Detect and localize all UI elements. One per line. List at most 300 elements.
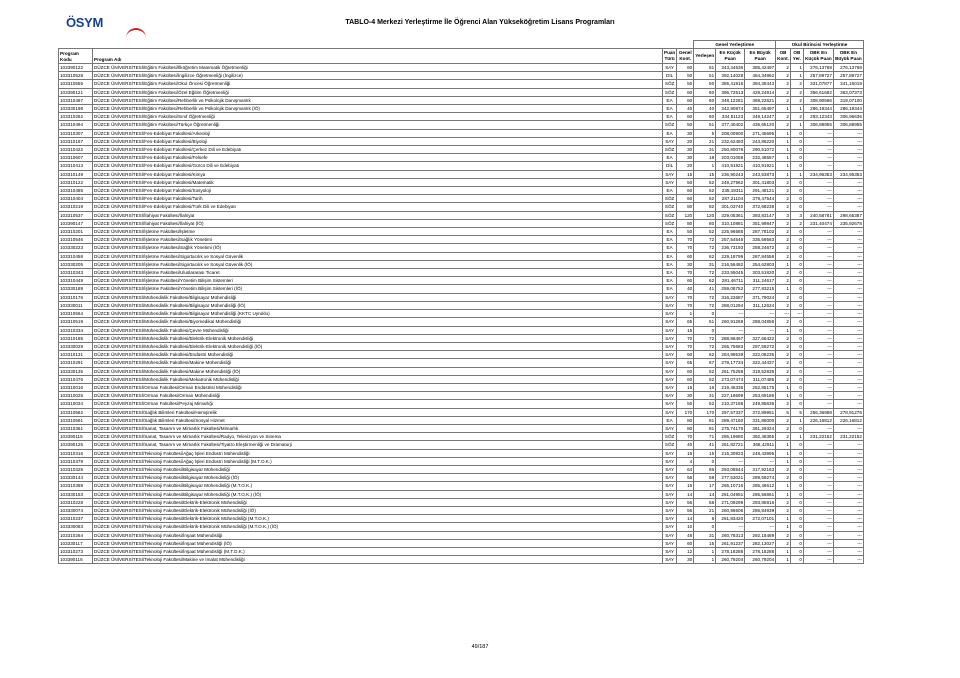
table-cell: 2 [776,113,791,121]
table-cell: 0 [790,465,803,473]
table-cell: SÖZ [663,88,677,96]
table-cell: 30 [677,129,694,137]
table-row [59,359,864,367]
table-cell: 60 [677,96,694,104]
table-cell: 56 [677,498,694,506]
table-row [59,187,864,195]
table-cell: 103310291 [59,359,93,367]
table-cell: 16 [677,449,694,457]
table-cell: 260,79204 [716,556,745,564]
table-cell: 2 [790,96,803,104]
col-en-kucuk: En Küçük Puan [716,49,745,64]
table-cell: 303,51820 [745,269,776,277]
table-cell: 103310458 [59,252,93,260]
table-cell: 103310582 [59,408,93,416]
table-cell: 2 [776,359,791,367]
table-cell: --- [803,482,833,490]
table-cell: 50 [677,80,694,88]
table-cell: 15 [694,170,716,178]
table-cell: DÜZCE ÜNİVERSİTESİ/Eğitim Fakültesi/İngilizce Öğretmenliği (İngilizce) [93,72,663,80]
table-cell: DÜZCE ÜNİVERSİTESİ/Mühendislik Fakültesi/Bilgisayar Mühendisliği (KKTC Uyruklu) [93,310,663,318]
table-cell: 235,92678 [833,219,863,227]
table-cell: 0 [790,490,803,498]
table-row [59,121,864,129]
table-cell: 2 [776,244,791,252]
table-cell: --- [833,285,863,293]
table-cell: 17 [694,482,716,490]
table-cell: 62 [694,375,716,383]
table-cell: 103330223 [59,244,93,252]
table-cell: DÜZCE ÜNİVERSİTESİ/Teknoloji Fakültesi/Elektrik-Elektronik Mühendisliği (M.T.O.K.) [93,515,663,523]
table-cell: 392,48365 [745,433,776,441]
table-cell: 2 [776,219,791,227]
table-cell: --- [833,318,863,326]
table-cell: SAY [663,351,677,359]
table-cell: --- [803,351,833,359]
table-cell: --- [803,465,833,473]
table-cell: 243,86220 [745,137,776,145]
table-cell: 240,58781 [803,211,833,219]
table-cell: --- [833,195,863,203]
table-cell: --- [803,162,833,170]
table-cell: 0 [790,293,803,301]
table-cell: SAY [663,408,677,416]
table-cell: 103390122 [59,64,93,72]
table-cell: 2 [776,236,791,244]
table-cell: SAY [663,547,677,555]
table-cell: --- [803,228,833,236]
table-cell: 464,34862 [745,72,776,80]
table-cell: 1 [776,285,791,293]
table-cell: 21 [694,137,716,145]
table-cell: 103310519 [59,318,93,326]
table-cell: 225,96585 [716,228,745,236]
table-cell: --- [833,400,863,408]
table-row [59,351,864,359]
table-cell: 103330074 [59,506,93,514]
table-cell: 50 [677,178,694,186]
table-cell: DÜZCE ÜNİVERSİTESİ/İlahiyat Fakültesi/İlahiyat (İÖ) [93,219,663,227]
table-cell: EA [663,244,677,252]
table-cell: 1 [790,105,803,113]
col-ob-yer: OB Yer. [790,49,803,64]
table-row [59,342,864,350]
table-cell: DÜZCE ÜNİVERSİTESİ/Teknoloji Fakültesi/Ağaç İşleri Endüstri Mühendisliği (M.T.O.K.) [93,457,663,465]
table-cell: DÜZCE ÜNİVERSİTESİ/Fen-Edebiyat Fakültesi/Gürcü Dili ve Edebiyatı [93,162,663,170]
table-cell: --- [803,334,833,342]
table-cell: 60 [677,367,694,375]
table-cell: 103390116 [59,556,93,564]
table-cell: 286,84939 [745,506,776,514]
table-cell: 0 [790,342,803,350]
table-cell: DÜZCE ÜNİVERSİTESİ/Teknoloji Fakültesi/İnşaat Mühendisliği (İÖ) [93,539,663,547]
table-cell: --- [833,178,863,186]
table-cell: 62 [694,187,716,195]
table-cell: 70 [677,433,694,441]
table-cell: 1 [677,310,694,318]
table-cell: 277,83215 [745,285,776,293]
table-cell: 351,65497 [745,105,776,113]
table-cell: EA [663,154,677,162]
table-cell: 248,43995 [745,449,776,457]
table-cell: --- [833,441,863,449]
table-cell: 103310228 [59,498,93,506]
table-cell: DÜZCE ÜNİVERSİTESİ/Mühendislik Fakültesi/Bilgisayar Mühendisliği (İÖ) [93,301,663,309]
table-row [59,523,864,531]
table-cell: 0 [790,334,803,342]
table-cell: 103310219 [59,203,93,211]
table-cell: 103310555 [59,80,93,88]
table-cell: 292,18489 [745,531,776,539]
table-cell: 261,75259 [716,367,745,375]
table-cell: DÜZCE ÜNİVERSİTESİ/Teknoloji Fakültesi/Elektrik-Elektronik Mühendisliği [93,498,663,506]
table-cell: --- [803,146,833,154]
group-header-general: Genel Yerleştirme [694,41,776,49]
table-cell: 16 [694,383,716,391]
table-cell: --- [803,154,833,162]
table-cell: 103310334 [59,326,93,334]
table-cell: DÜZCE ÜNİVERSİTESİ/Fen-Edebiyat Fakültesi/Sosyoloji [93,187,663,195]
table-cell: 310,10881 [716,219,745,227]
table-cell: 363,07373 [833,88,863,96]
table-cell: 291,48121 [745,187,776,195]
table-cell: --- [833,392,863,400]
table-cell: SAY [663,539,677,547]
table-cell: 70 [677,342,694,350]
table-cell: 287,78102 [745,228,776,236]
table-cell: 62 [694,367,716,375]
table-cell: 271,45695 [745,129,776,137]
table-cell: --- [803,424,833,432]
table-cell: EA [663,113,677,121]
table-cell: 276,13768 [803,64,833,72]
table-cell: DÜZCE ÜNİVERSİTESİ/Mühendislik Fakültesi/Elektrik-Elektronik Mühendisliği (İÖ) [93,342,663,350]
table-cell: 2 [776,318,791,326]
table-cell: --- [833,515,863,523]
table-cell: 1 [776,383,791,391]
table-row [59,219,864,227]
table-cell: 60 [694,113,716,121]
table-cell: 273,07474 [716,375,745,383]
table-cell: --- [803,457,833,465]
table-cell: --- [833,137,863,145]
table-cell: 72 [694,269,716,277]
table-cell: 2 [776,195,791,203]
table-cell: DÜZCE ÜNİVERSİTESİ/Fen-Edebiyat Fakültesi/Matematik [93,178,663,186]
table-cell: 0 [790,523,803,531]
table-cell: 61 [694,64,716,72]
table-cell: 335,59563 [745,236,776,244]
table-cell: 278,18288 [745,547,776,555]
table-cell: 60 [677,64,694,72]
table-cell: 70 [677,244,694,252]
table-cell: 31 [694,260,716,268]
table-cell: 356,61682 [803,88,833,96]
table-cell: 60 [677,351,694,359]
table-cell: 297,57337 [716,408,745,416]
table-cell: --- [803,449,833,457]
table-cell: 261,91237 [716,539,745,547]
table-cell: --- [803,490,833,498]
table-cell: 103310607 [59,154,93,162]
table-cell: 103310185 [59,334,93,342]
table-cell: DÜZCE ÜNİVERSİTESİ/Teknoloji Fakültesi/Ağaç İşleri Endüstri Mühendisliği [93,449,663,457]
table-cell: --- [833,375,863,383]
table-row [59,433,864,441]
table-cell: --- [803,187,833,195]
table-cell: 210,37168 [716,400,745,408]
table-cell: 103310131 [59,351,93,359]
table-row [59,515,864,523]
table-cell: DÜZCE ÜNİVERSİTESİ/Teknoloji Fakültesi/Elektrik-Elektronik Mühendisliği (M.T.O.K.) (İÖ) [93,523,663,531]
table-cell: 322,08235 [745,351,776,359]
table-cell: 2 [776,375,791,383]
table-cell: DÜZCE ÜNİVERSİTESİ/Mühendislik Fakültesi/Bilgisayar Mühendisliği [93,293,663,301]
table-cell: 254,62803 [745,260,776,268]
table-cell: SÖZ [663,433,677,441]
table-cell: 81 [694,416,716,424]
table-cell: SÖZ [663,121,677,129]
table-cell: 277,53021 [716,474,745,482]
table-cell: 2 [776,96,791,104]
table-cell: DİL [663,162,677,170]
table-row [59,154,864,162]
table-row [59,474,864,482]
table-row [59,556,864,564]
table-cell: 289,47160 [716,416,745,424]
table-cell: 103330198 [59,105,93,113]
table-row [59,96,864,104]
table-cell: --- [790,310,803,318]
table-cell: 0 [790,383,803,391]
table-cell: 103310343 [59,269,93,277]
table-cell: 342,90874 [716,105,745,113]
table-cell: 103390115 [59,433,93,441]
table-cell: 231,22152 [803,433,833,441]
table-cell: --- [833,359,863,367]
table-cell: 0 [790,531,803,539]
table-cell: 1 [776,556,791,564]
table-cell: --- [716,326,745,334]
table-cell: DÜZCE ÜNİVERSİTESİ/Teknoloji Fakültesi/Bilgisayar Mühendisliği (M.T.O.K.) [93,482,663,490]
table-cell: 80 [677,416,694,424]
table-cell: 278,91276 [833,408,863,416]
table-cell: 62 [694,195,716,203]
table-cell: 103310149 [59,170,93,178]
table-cell: DÜZCE ÜNİVERSİTESİ/Teknoloji Fakültesi/İnşaat Mühendisliği (M.T.O.K.) [93,547,663,555]
table-cell: 1 [776,105,791,113]
table-cell: DÜZCE ÜNİVERSİTESİ/Sanat, Tasarım ve Mimarlık Fakültesi/Mimarlık [93,424,663,432]
table-cell: --- [803,400,833,408]
table-row [59,72,864,80]
table-cell: 285,56861 [745,490,776,498]
table-cell: 67 [694,359,716,367]
table-cell: DÜZCE ÜNİVERSİTESİ/İşletme Fakültesi/Sigortacılık ve Sosyal Güvenlik [93,252,663,260]
table-cell: 285,19680 [716,433,745,441]
table-row [59,64,864,72]
table-cell: EA [663,228,677,236]
table-row [59,137,864,145]
table-cell: 0 [790,269,803,277]
table-cell: 429,24914 [745,88,776,96]
table-cell: 2 [776,465,791,473]
table-cell: 103310404 [59,195,93,203]
table-row [59,449,864,457]
table-cell: DÜZCE ÜNİVERSİTESİ/Mühendislik Fakültesi/Makine Mühendisliği [93,359,663,367]
table-cell: DÜZCE ÜNİVERSİTESİ/İşletme Fakültesi/Yönetim Bilişim Sistemleri [93,277,663,285]
table-cell: 2 [776,367,791,375]
table-cell: 1 [790,433,803,441]
table-cell: 1 [694,162,716,170]
page-number: 49/187 [471,644,489,650]
table-cell: --- [833,474,863,482]
table-cell: 10 [677,523,694,531]
table-cell: 103310476 [59,375,93,383]
table-cell: EA [663,252,677,260]
table-cell: 103310449 [59,277,93,285]
table-cell: 216,56482 [716,260,745,268]
table-cell: 0 [694,457,716,465]
table-cell: --- [803,318,833,326]
table-cell: SAY [663,326,677,334]
table-cell: 261,83420 [716,515,745,523]
table-cell: 2 [790,88,803,96]
table-cell: DÜZCE ÜNİVERSİTESİ/İşletme Fakültesi/Sağlık Yönetimi [93,236,663,244]
table-cell: 0 [790,547,803,555]
table-cell: SAY [663,515,677,523]
table-cell: 0 [790,195,803,203]
table-cell: 1 [694,556,716,564]
col-en-buyuk: En Büyük Puan [745,49,776,64]
table-cell: DÜZCE ÜNİVERSİTESİ/Eğitim Fakültesi/Rehberlik ve Psikolojik Danışmanlık (İÖ) [93,105,663,113]
table-cell: --- [833,244,863,252]
table-cell: 327,66422 [745,334,776,342]
table-cell: 0 [790,187,803,195]
table-cell: 236,73193 [716,244,745,252]
table-cell: 103390121 [59,88,93,96]
table-cell: 103330144 [59,474,93,482]
table-cell: 1 [776,170,791,178]
table-cell: --- [803,244,833,252]
table-cell: DÜZCE ÜNİVERSİTESİ/Teknoloji Fakültesi/Makine ve İmalat Mühendisliği [93,556,663,564]
table-cell: 0 [790,318,803,326]
table-cell: 288,86467 [716,334,745,342]
table-cell: --- [833,506,863,514]
table-cell: --- [833,457,863,465]
table-cell: 260,91269 [716,318,745,326]
table-cell: DÜZCE ÜNİVERSİTESİ/Teknoloji Fakültesi/Bilgisayar Mühendisliği [93,465,663,473]
table-cell: EA [663,260,677,268]
table-cell: 40 [677,285,694,293]
table-row [59,252,864,260]
table-cell: 2 [776,64,791,72]
table-cell: 2 [776,301,791,309]
table-cell: EA [663,285,677,293]
table-cell: 279,17734 [716,359,745,367]
col-yerlesen: Yerleşen [694,49,716,64]
table-cell: --- [803,474,833,482]
table-cell: 1 [790,416,803,424]
table-cell: 0 [790,359,803,367]
table-cell: SAY [663,178,677,186]
table-row [59,178,864,186]
table-cell: 0 [790,178,803,186]
table-cell: 379,47544 [745,195,776,203]
table-cell: --- [716,457,745,465]
table-cell: SAY [663,490,677,498]
table-cell: --- [803,531,833,539]
table-cell: --- [803,498,833,506]
table-cell: 260,78313 [716,531,745,539]
table-cell: --- [716,310,745,318]
table-cell: 351,99847 [745,219,776,227]
table-cell: 2 [776,342,791,350]
table-cell: SAY [663,342,677,350]
table-cell: 2 [776,539,791,547]
table-cell: --- [803,506,833,514]
table-cell: 8 [694,515,716,523]
table-cell: 103310528 [59,72,93,80]
table-cell: 385,41916 [716,80,745,88]
table-cell: 0 [790,129,803,137]
table-cell: --- [833,334,863,342]
table-cell: 282,13027 [745,539,776,547]
table-cell: 0 [790,482,803,490]
table-cell: 287,84558 [745,252,776,260]
table-cell: SAY [663,449,677,457]
table-cell: 0 [790,351,803,359]
table-cell: SAY [663,556,677,564]
table-cell: --- [803,383,833,391]
table-cell: SAY [663,523,677,531]
table-cell: --- [833,162,863,170]
table-cell: 311,24617 [745,277,776,285]
table-cell: SAY [663,474,677,482]
table-cell: DÜZCE ÜNİVERSİTESİ/İşletme Fakültesi/Uluslararası Ticaret [93,269,663,277]
table-cell: SAY [663,359,677,367]
table-cell: EA [663,277,677,285]
table-cell: --- [833,269,863,277]
table-row [59,490,864,498]
table-cell: 234,96353 [803,170,833,178]
table-cell: 0 [790,556,803,564]
table-cell: --- [803,285,833,293]
table-cell: 103310467 [59,96,93,104]
table-cell: 15 [677,170,694,178]
table-cell: --- [833,203,863,211]
table-row [59,465,864,473]
table-cell: 60 [677,375,694,383]
table-cell: 72 [694,293,716,301]
table-cell: 301,41803 [745,178,776,186]
table-cell: 103310201 [59,228,93,236]
table-cell: 60 [677,88,694,96]
logo-arc-icon [126,28,146,38]
table-cell: --- [833,252,863,260]
table-cell: 0 [790,203,803,211]
table-row [59,269,864,277]
table-cell: --- [833,236,863,244]
table-cell: 103310237 [59,515,93,523]
table-cell: 260,96606 [716,506,745,514]
table-cell: 82 [694,203,716,211]
table-cell: 103330135 [59,367,93,375]
table-cell: 18 [694,154,716,162]
table-cell: EA [663,105,677,113]
table-body [59,64,864,564]
table-cell: 331,86000 [745,416,776,424]
table-row [59,547,864,555]
